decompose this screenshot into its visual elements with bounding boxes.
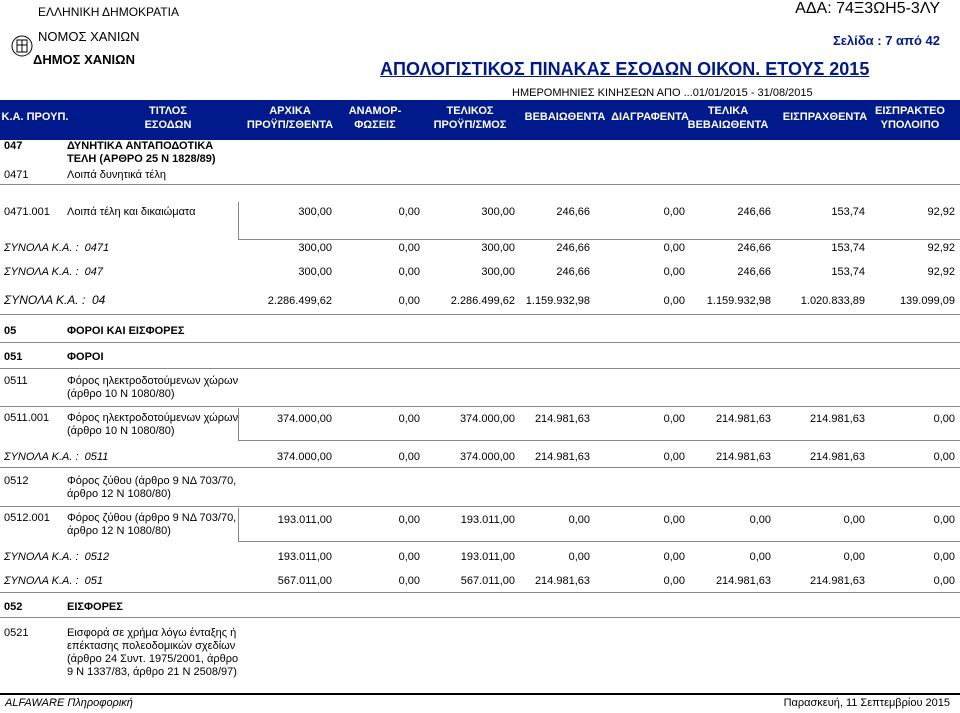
divider <box>238 508 239 541</box>
total-label: ΣΥΝΟΛΑ Κ.Α. : 051 <box>4 575 104 587</box>
value-cell: 374.000,00 <box>459 413 515 425</box>
value-cell: 0,00 <box>398 575 420 587</box>
value-cell: 0,00 <box>663 514 685 526</box>
footer-vendor: ALFAWARE Πληροφορική <box>5 697 133 709</box>
col-header-deleted: ΔΙΑΓΡΑΦΕΝΤΑ <box>611 111 689 123</box>
value-cell: 300,00 <box>481 206 515 218</box>
divider <box>0 617 960 618</box>
value-cell: 0,00 <box>568 514 590 526</box>
total-label: ΣΥΝΟΛΑ Κ.Α. : 0512 <box>4 551 110 563</box>
value-cell: 374.000,00 <box>459 451 515 463</box>
code-05: 05 <box>4 325 17 337</box>
col-header-final-certified: ΤΕΛΙΚΑ ΒΕΒΑΙΩΘΕΝΤΑ <box>687 105 769 131</box>
value-cell: 214.981,63 <box>809 575 865 587</box>
value-cell: 0,00 <box>663 242 685 254</box>
value-cell: 153,74 <box>831 242 865 254</box>
value-cell: 246,66 <box>737 206 771 218</box>
value-cell: 193.011,00 <box>460 551 515 563</box>
divider <box>0 506 960 507</box>
value-cell: 214.981,63 <box>809 451 865 463</box>
value-cell: 0,00 <box>398 451 420 463</box>
divider <box>0 467 960 468</box>
code-0512001: 0512.001 <box>4 512 50 524</box>
value-cell: 0,00 <box>749 551 771 563</box>
value-cell: 92,92 <box>927 266 955 278</box>
value-cell: 193.011,00 <box>277 514 332 526</box>
value-cell: 0,00 <box>398 413 420 425</box>
value-cell: 2.286.499,62 <box>267 295 332 307</box>
value-cell: 0,00 <box>933 413 955 425</box>
code-0471001: 0471.001 <box>4 206 50 218</box>
col-header-final-budget: ΤΕΛΙΚΟΣ ΠΡΟΫΠ/ΣΜΟΣ <box>433 105 507 131</box>
title-051: ΦΟΡΟΙ <box>67 351 104 363</box>
value-cell: 0,00 <box>398 206 420 218</box>
col-header-title: ΤΙΤΛΟΣ ΕΣΟΔΩΝ <box>144 105 192 131</box>
value-cell: 214.981,63 <box>534 451 590 463</box>
divider <box>238 541 960 542</box>
divider <box>238 440 960 441</box>
value-cell: 0,00 <box>398 295 420 307</box>
value-cell: 0,00 <box>398 242 420 254</box>
value-cell: 246,66 <box>556 266 590 278</box>
divider <box>0 314 960 315</box>
municipality-label: ΔΗΜΟΣ ΧΑΝΙΩΝ <box>33 52 135 67</box>
value-cell: 300,00 <box>481 242 515 254</box>
prefecture-label: ΝΟΜΟΣ ΧΑΝΙΩΝ <box>38 29 140 44</box>
col-header-certified: ΒΕΒΑΙΩΘΕΝΤΑ <box>524 111 606 123</box>
value-cell: 2.286.499,62 <box>450 295 515 307</box>
value-cell: 193.011,00 <box>277 551 332 563</box>
value-cell: 214.981,63 <box>715 413 771 425</box>
ada-code: ΑΔΑ: 74Ξ3ΩΗ5-3ΛΥ <box>795 0 940 17</box>
value-cell: 214.981,63 <box>534 575 590 587</box>
divider <box>0 592 960 593</box>
total-label: ΣΥΝΟΛΑ Κ.Α. : 0511 <box>4 451 109 463</box>
divider <box>0 184 960 185</box>
coat-of-arms-icon <box>11 35 33 57</box>
title-0511: Φόρος ηλεκτροδοτούμενων χώρων (άρθρο 10 Ν 1080/80) <box>67 375 239 400</box>
value-cell: 92,92 <box>927 206 955 218</box>
value-cell: 193.011,00 <box>460 514 515 526</box>
value-cell: 153,74 <box>831 206 865 218</box>
value-cell: 0,00 <box>663 413 685 425</box>
code-0512: 0512 <box>4 475 29 487</box>
value-cell: 246,66 <box>556 242 590 254</box>
title-0511001: Φόρος ηλεκτροδοτούμενων χώρων (άρθρο 10 Ν 1080/80) <box>67 412 239 437</box>
divider <box>238 408 239 440</box>
value-cell: 0,00 <box>398 266 420 278</box>
value-cell: 0,00 <box>398 551 420 563</box>
republic-label: ΕΛΛΗΝΙΚΗ ΔΗΜΟΚΡΑΤΙΑ <box>38 5 179 19</box>
value-cell: 300,00 <box>481 266 515 278</box>
col-header-balance: ΕΙΣΠΡΑΚΤΕΟ ΥΠΟΛΟΙΠΟ <box>875 105 945 131</box>
value-cell: 139.099,09 <box>899 295 955 307</box>
title-0512001: Φόρος ζύθου (άρθρο 9 ΝΔ 703/70, άρθρο 12 Ν 1080/80) <box>67 512 237 537</box>
code-051: 051 <box>4 351 23 363</box>
value-cell: 374.000,00 <box>276 413 332 425</box>
col-header-collected: ΕΙΣΠΡΑΧΘΕΝΤΑ <box>782 111 868 123</box>
title-0471: Λοιπά δυνητικά τέλη <box>67 169 166 181</box>
value-cell: 567.011,00 <box>277 575 332 587</box>
value-cell: 214.981,63 <box>809 413 865 425</box>
code-047: 047 <box>4 140 23 152</box>
value-cell: 0,00 <box>663 551 685 563</box>
value-cell: 300,00 <box>298 266 332 278</box>
value-cell: 0,00 <box>749 514 771 526</box>
title-05: ΦΟΡΟΙ ΚΑΙ ΕΙΣΦΟΡΕΣ <box>67 325 185 337</box>
value-cell: 567.011,00 <box>460 575 515 587</box>
value-cell: 0,00 <box>663 266 685 278</box>
code-0521: 0521 <box>4 627 29 639</box>
value-cell: 0,00 <box>663 575 685 587</box>
col-header-initial: ΑΡΧΙΚΑ ΠΡΟΫΠ/ΣΘΕΝΤΑ <box>246 105 334 131</box>
divider <box>0 342 960 343</box>
page-title: ΑΠΟΛΟΓΙΣΤΙΚΟΣ ΠΙΝΑΚΑΣ ΕΣΟΔΩΝ ΟΙΚΟΝ. ΕΤΟΥΣ 2015 <box>380 59 870 79</box>
divider <box>238 202 239 239</box>
value-cell: 1.159.932,98 <box>706 295 771 307</box>
date-range: ΗΜΕΡΟΜΗΝΙΕΣ ΚΙΝΗΣΕΩΝ ΑΠΟ ...01/01/2015 - 31/08/2015 <box>512 87 813 99</box>
value-cell: 0,00 <box>843 514 865 526</box>
value-cell: 246,66 <box>737 242 771 254</box>
divider <box>0 406 960 407</box>
code-052: 052 <box>4 601 23 613</box>
code-0511001: 0511.001 <box>4 412 50 424</box>
col-header-revisions: ΑΝΑΜΟΡ- ΦΩΣΕΙΣ <box>348 105 402 131</box>
value-cell: 0,00 <box>933 575 955 587</box>
title-0521: Εισφορά σε χρήμα λόγω ένταξης ή επέκτασης πολεοδομικών σχεδίων (άρθρο 24 Συντ. 1975/2001, άρθρο 9 Ν 1337/83, άρθρο 21 Ν 2508/97) <box>67 627 239 678</box>
title-0512: Φόρος ζύθου (άρθρο 9 ΝΔ 703/70, άρθρο 12 Ν 1080/80) <box>67 475 237 500</box>
value-cell: 300,00 <box>298 206 332 218</box>
value-cell: 0,00 <box>568 551 590 563</box>
value-cell: 214.981,63 <box>715 451 771 463</box>
value-cell: 153,74 <box>831 266 865 278</box>
value-cell: 0,00 <box>663 451 685 463</box>
page-number: Σελίδα : 7 από 42 <box>832 33 940 48</box>
value-cell: 0,00 <box>398 514 420 526</box>
footer-rule <box>0 693 960 695</box>
value-cell: 374.000,00 <box>276 451 332 463</box>
col-header-code: Κ.Α. ΠΡΟΥΠ. <box>1 111 69 123</box>
value-cell: 246,66 <box>737 266 771 278</box>
value-cell: 1.159.932,98 <box>525 295 590 307</box>
code-0511: 0511 <box>4 375 28 387</box>
title-0471001: Λοιπά τέλη και δικαιώματα <box>67 206 196 218</box>
value-cell: 0,00 <box>933 514 955 526</box>
value-cell: 214.981,63 <box>534 413 590 425</box>
value-cell: 0,00 <box>663 206 685 218</box>
value-cell: 0,00 <box>843 551 865 563</box>
value-cell: 300,00 <box>298 242 332 254</box>
value-cell: 0,00 <box>933 451 955 463</box>
value-cell: 0,00 <box>933 551 955 563</box>
code-0471: 0471 <box>4 169 29 181</box>
title-047: ΔΥΝΗΤΙΚΑ ΑΝΤΑΠΟΔΟΤΙΚΑ ΤΕΛΗ (ΑΡΘΡΟ 25 Ν 1828/89) <box>67 140 216 165</box>
value-cell: 92,92 <box>927 242 955 254</box>
value-cell: 246,66 <box>556 206 590 218</box>
total-label: ΣΥΝΟΛΑ Κ.Α. : 0471 <box>4 242 110 254</box>
value-cell: 214.981,63 <box>715 575 771 587</box>
title-052: ΕΙΣΦΟΡΕΣ <box>67 601 123 613</box>
divider <box>238 239 960 240</box>
total-label: ΣΥΝΟΛΑ Κ.Α. : 047 <box>4 266 104 278</box>
value-cell: 0,00 <box>663 295 685 307</box>
total-label: ΣΥΝΟΛΑ Κ.Α. : 04 <box>4 293 106 307</box>
footer-date: Παρασκευή, 11 Σεπτεμβρίου 2015 <box>783 697 950 709</box>
divider <box>0 368 960 369</box>
value-cell: 1.020.833,89 <box>800 295 865 307</box>
